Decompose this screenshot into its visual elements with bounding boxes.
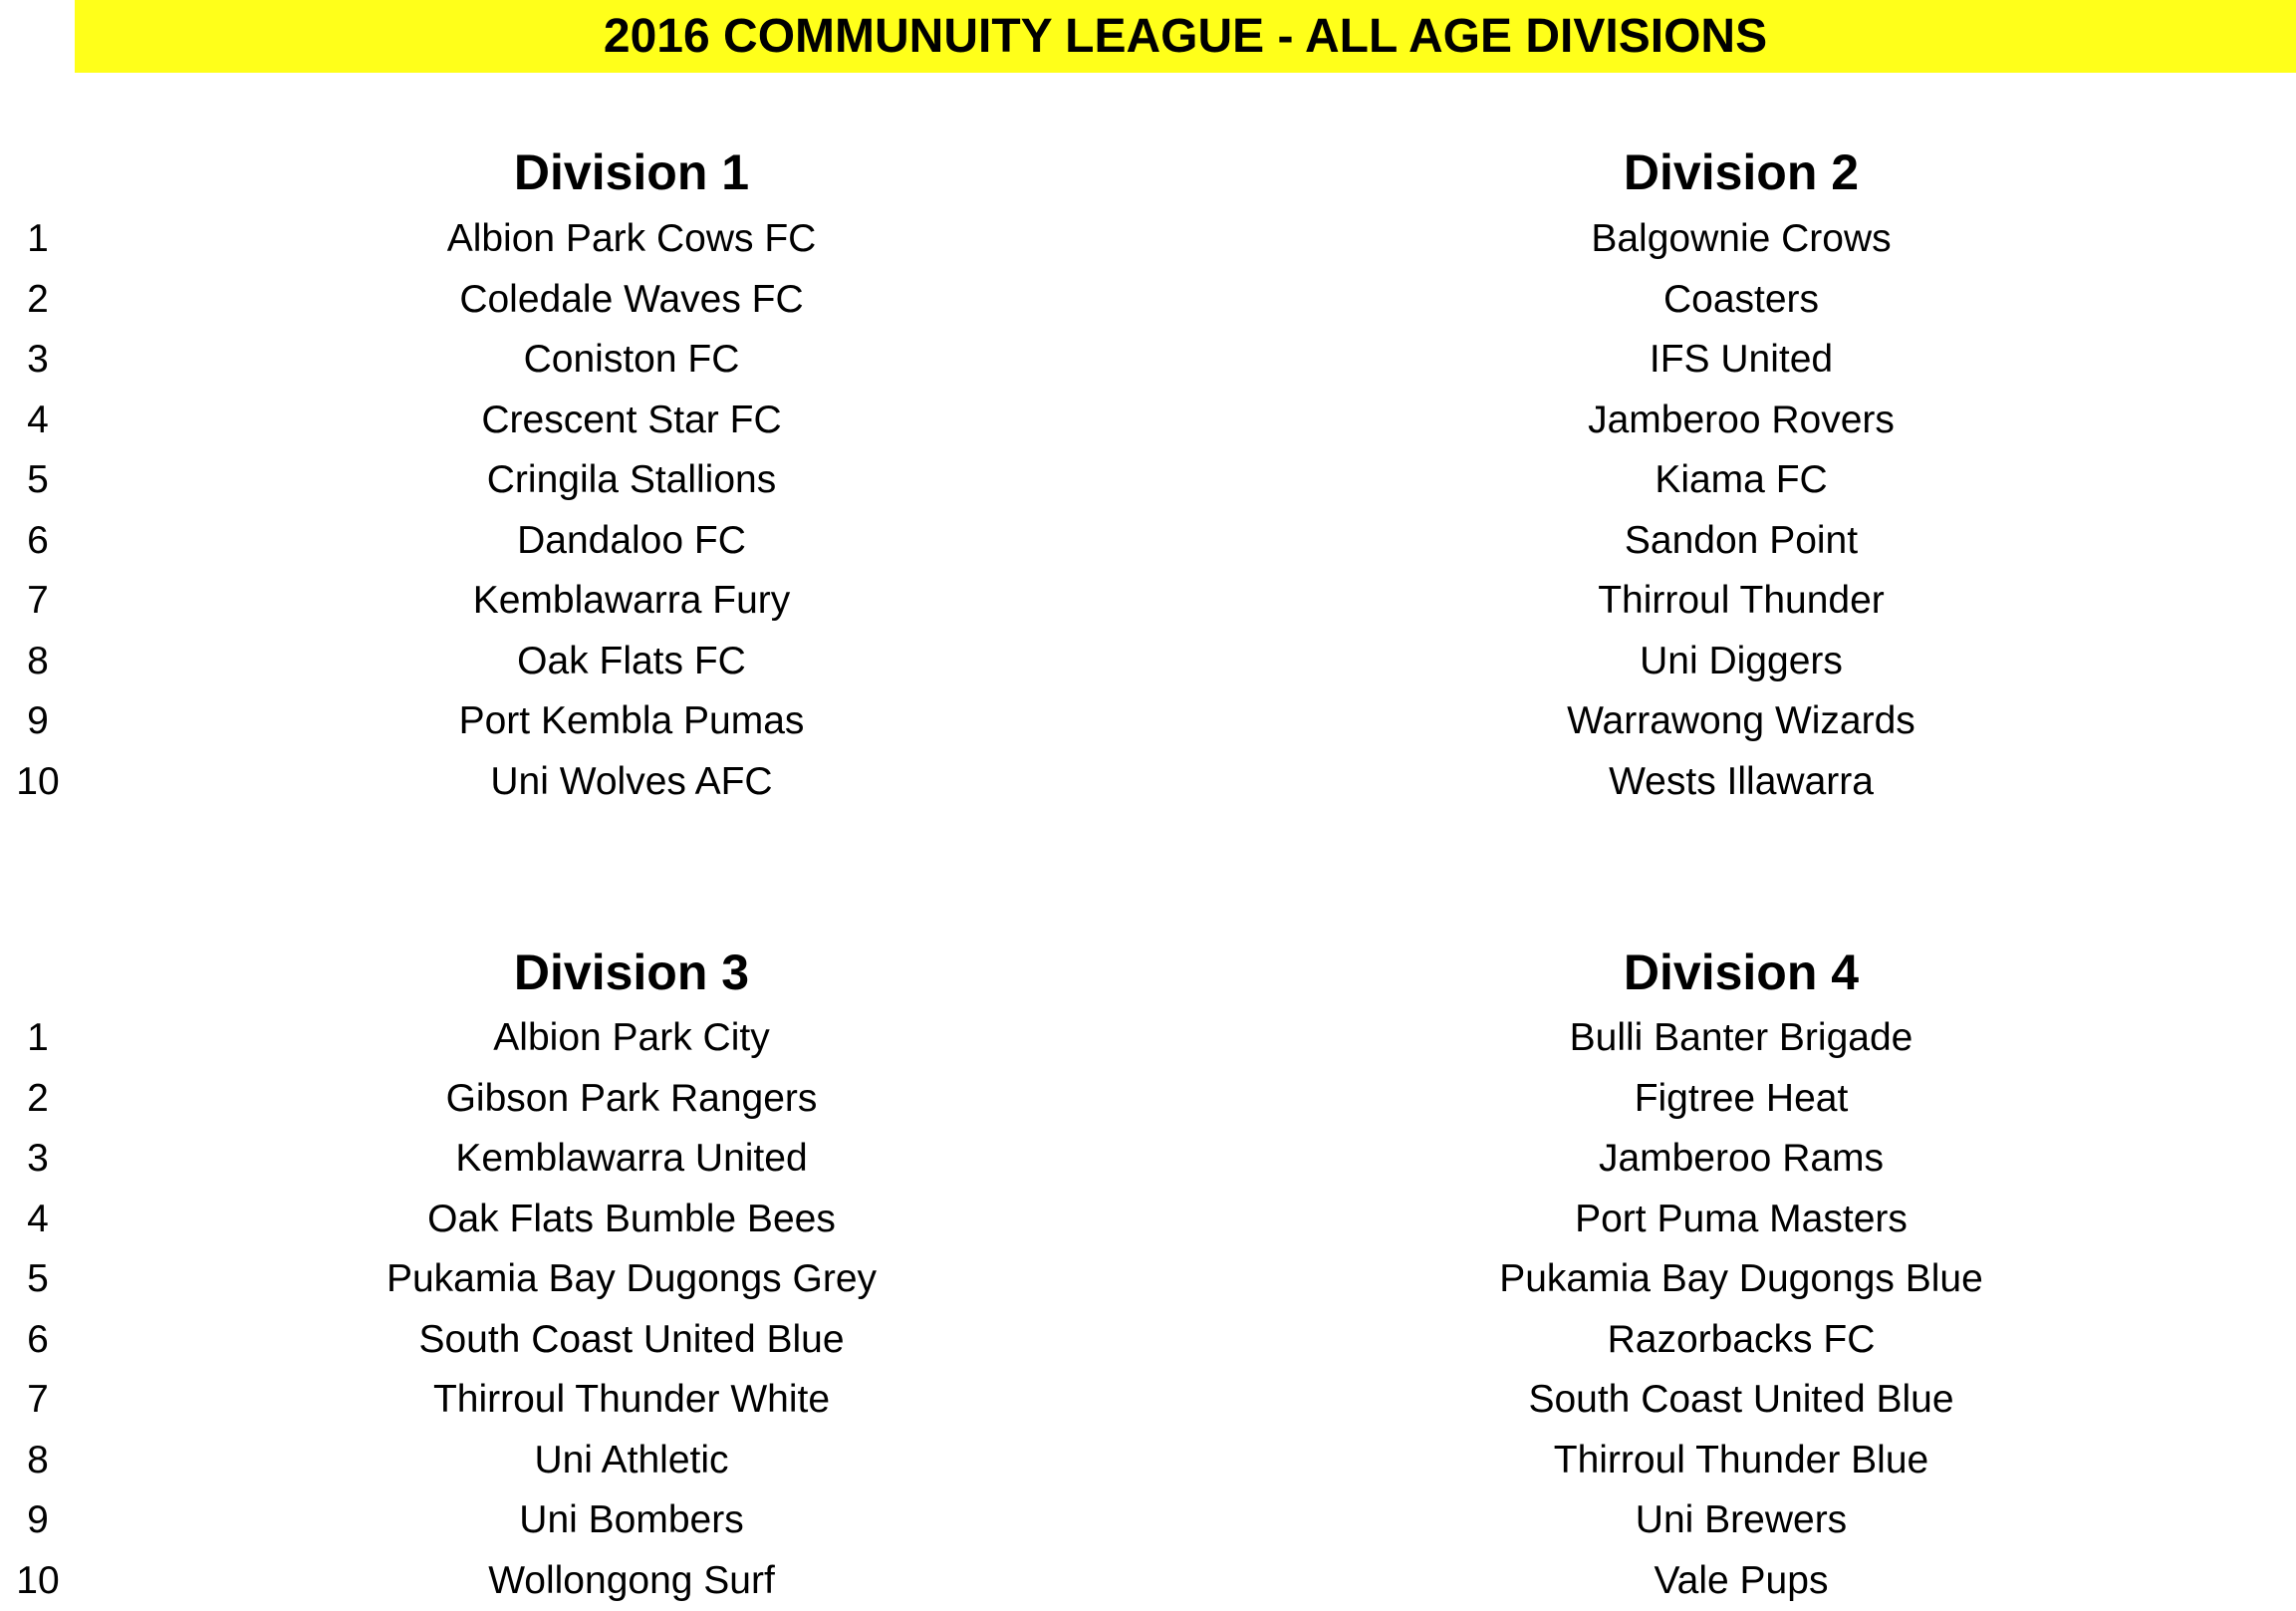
row-number: 8 bbox=[27, 1438, 49, 1481]
row-number: 3 bbox=[27, 1137, 49, 1180]
division-4-team: South Coast United Blue bbox=[1528, 1378, 1954, 1421]
division-4-team: Vale Pups bbox=[1654, 1558, 1829, 1602]
row-number: 10 bbox=[16, 1558, 60, 1602]
division-2-team: Kiama FC bbox=[1655, 458, 1828, 501]
row-number: 7 bbox=[27, 579, 49, 622]
division-4-team: Thirroul Thunder Blue bbox=[1553, 1438, 1929, 1481]
division-3-team: Albion Park City bbox=[493, 1016, 770, 1059]
division-3-team: Uni Athletic bbox=[534, 1438, 729, 1481]
division-2-team: Jamberoo Rovers bbox=[1588, 398, 1895, 441]
page-banner bbox=[75, 0, 2296, 73]
row-number: 3 bbox=[27, 338, 49, 381]
division-3-team: Wollongong Surf bbox=[488, 1558, 775, 1602]
division-1-team: Crescent Star FC bbox=[481, 398, 782, 441]
division-1-team: Coniston FC bbox=[523, 338, 740, 381]
division-3-heading: Division 3 bbox=[513, 944, 750, 1000]
division-1-team: Cringila Stallions bbox=[486, 458, 777, 501]
division-3-team: Thirroul Thunder White bbox=[432, 1378, 831, 1421]
division-3-team: Oak Flats Bumble Bees bbox=[427, 1197, 836, 1240]
division-3-team: Pukamia Bay Dugongs Grey bbox=[385, 1257, 878, 1300]
row-number: 10 bbox=[16, 759, 60, 803]
row-number: 6 bbox=[27, 1317, 49, 1361]
division-1-team: Oak Flats FC bbox=[517, 639, 746, 682]
division-4-team: Bulli Banter Brigade bbox=[1569, 1016, 1913, 1059]
row-number: 9 bbox=[27, 1498, 49, 1541]
division-3-team: Uni Bombers bbox=[519, 1498, 744, 1541]
division-2-team: IFS United bbox=[1649, 338, 1834, 381]
division-1-team: Uni Wolves AFC bbox=[490, 759, 773, 803]
division-4-team: Port Puma Masters bbox=[1575, 1197, 1908, 1240]
row-number: 4 bbox=[27, 398, 49, 441]
division-1-team: Kemblawarra Fury bbox=[472, 579, 791, 622]
row-number: 2 bbox=[27, 277, 49, 321]
division-4-team: Jamberoo Rams bbox=[1598, 1137, 1885, 1180]
row-number: 2 bbox=[27, 1076, 49, 1120]
row-number: 1 bbox=[27, 1016, 49, 1059]
division-2-team: Coasters bbox=[1662, 277, 1820, 321]
row-number: 5 bbox=[27, 1257, 49, 1300]
division-3-team: Kemblawarra United bbox=[455, 1137, 808, 1180]
division-2-team: Uni Diggers bbox=[1640, 639, 1843, 682]
division-1-heading: Division 1 bbox=[513, 144, 750, 200]
division-3-team: Gibson Park Rangers bbox=[445, 1076, 818, 1120]
division-1-team: Albion Park Cows FC bbox=[446, 217, 817, 260]
division-2-team: Sandon Point bbox=[1624, 518, 1859, 562]
row-number: 9 bbox=[27, 699, 49, 742]
division-1-team: Dandaloo FC bbox=[517, 518, 746, 562]
row-number: 7 bbox=[27, 1378, 49, 1421]
division-4-team: Razorbacks FC bbox=[1607, 1317, 1876, 1361]
division-1-team: Port Kembla Pumas bbox=[458, 699, 805, 742]
row-number: 8 bbox=[27, 639, 49, 682]
row-number: 1 bbox=[27, 217, 49, 260]
division-2-team: Warrawong Wizards bbox=[1567, 699, 1915, 742]
division-2-team: Wests Illawarra bbox=[1609, 759, 1874, 803]
division-2-team: Balgownie Crows bbox=[1591, 217, 1892, 260]
division-4-team: Uni Brewers bbox=[1635, 1498, 1848, 1541]
division-3-team: South Coast United Blue bbox=[418, 1317, 845, 1361]
division-4-team: Figtree Heat bbox=[1634, 1076, 1849, 1120]
division-4-heading: Division 4 bbox=[1623, 944, 1860, 1000]
row-number: 5 bbox=[27, 458, 49, 501]
row-number: 6 bbox=[27, 518, 49, 562]
page-title: 2016 COMMUNUITY LEAGUE - ALL AGE DIVISIONS bbox=[603, 10, 1768, 63]
division-1-team: Coledale Waves FC bbox=[459, 277, 804, 321]
division-4-team: Pukamia Bay Dugongs Blue bbox=[1499, 1257, 1983, 1300]
row-number: 4 bbox=[27, 1197, 49, 1240]
division-2-team: Thirroul Thunder bbox=[1598, 579, 1885, 622]
division-2-heading: Division 2 bbox=[1623, 144, 1860, 200]
